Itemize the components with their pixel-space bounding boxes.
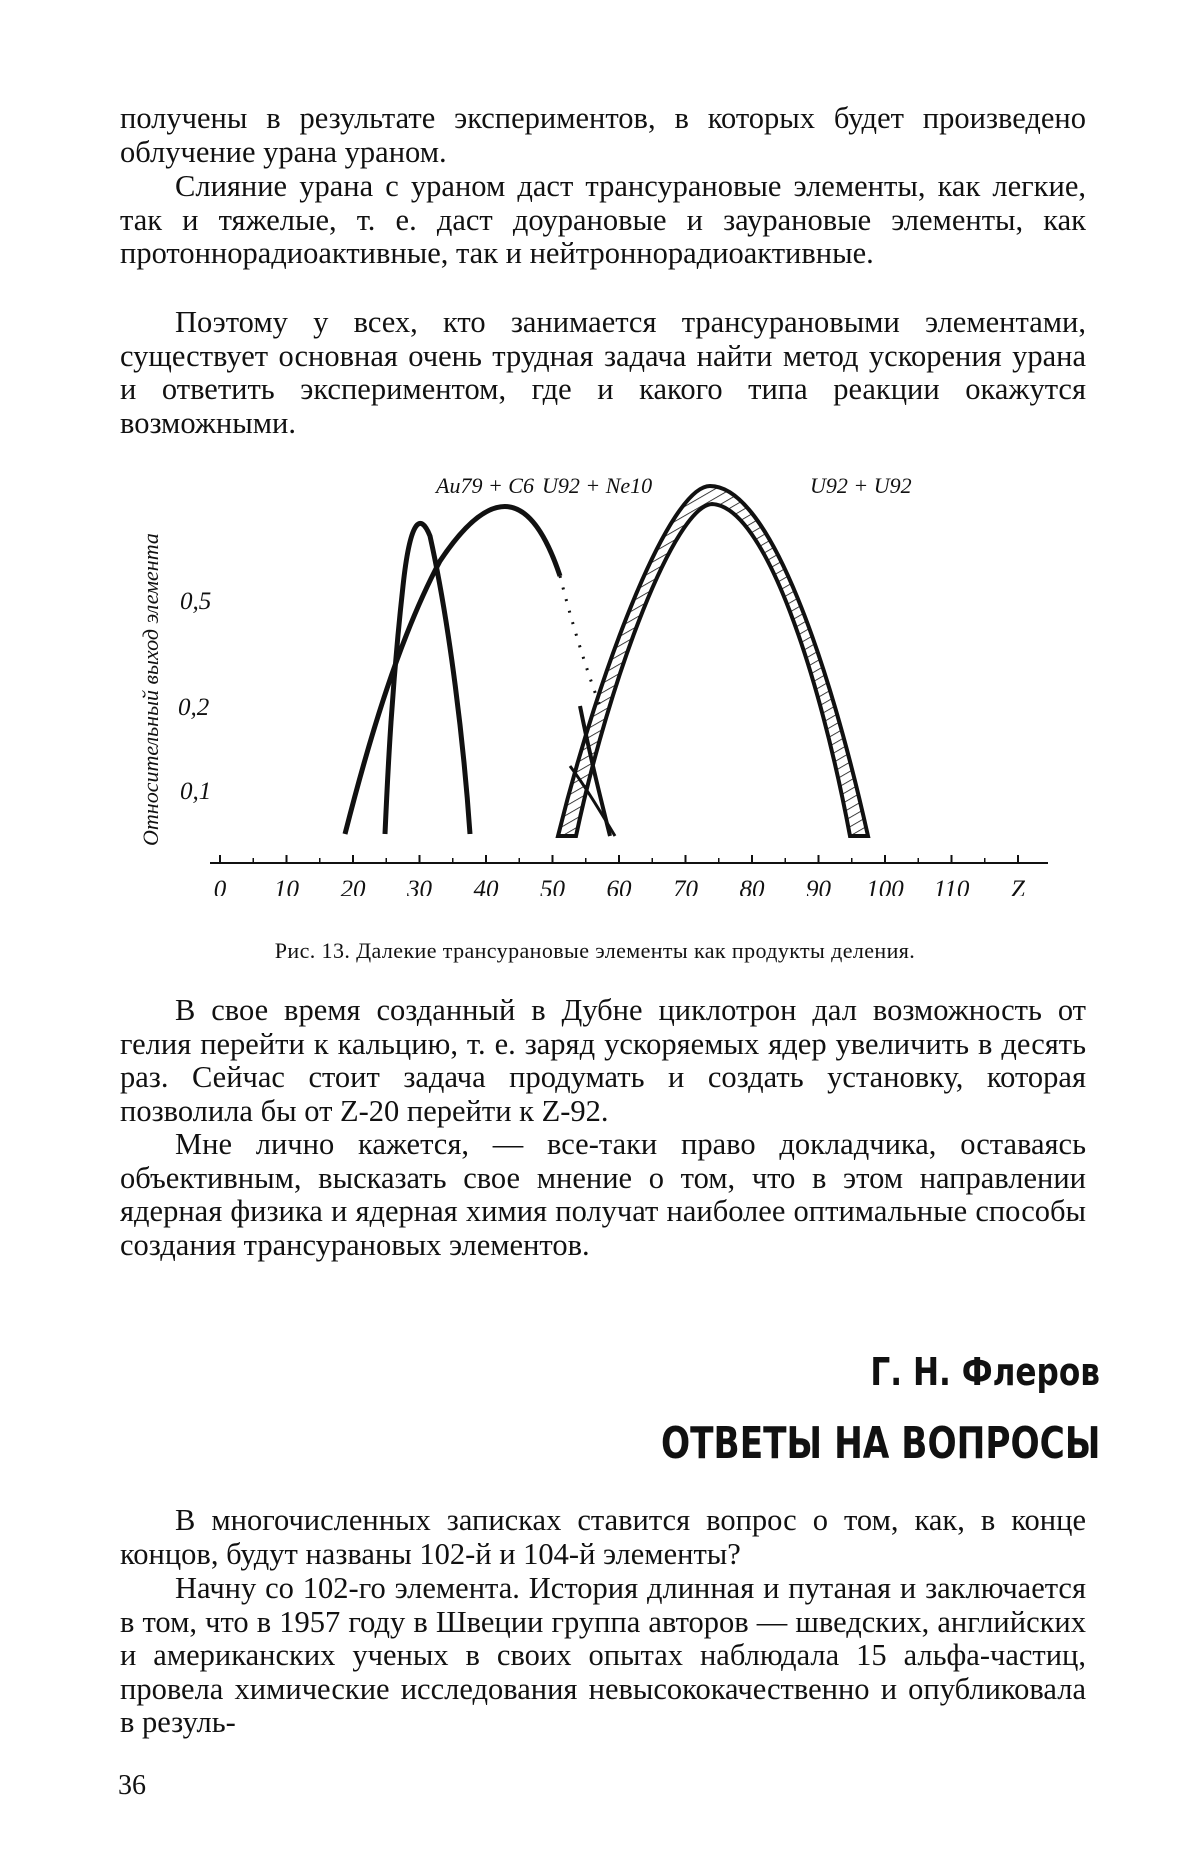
paragraph-fusion: Слияние урана с ураном даст трансурановые элементы, как легкие, так и тяжелые, т. е. даст доурановые и заурановые элементы, как протоннорадиоактивные, так и нейтроннорадиоактивные.: [120, 169, 1086, 271]
x-tick-label: 0: [213, 876, 227, 896]
x-tick-label: 30: [407, 876, 432, 896]
series-label-u-ne: U92 + Ne10: [542, 473, 653, 498]
series-label-u-u: U92 + U92: [810, 473, 912, 498]
x-axis-ticks: [220, 855, 1018, 863]
curve-u-u-band: [558, 486, 868, 836]
paragraph-history: Начну со 102-го элемента. История длинная и путаная и заключается в том, что в 1957 году в Швеции группа авторов — шведских, английских и американских ученых в своих опытах наблюдала 15 альфа-частиц, провела химические исследования невысококачественно и опубликовала в резуль-: [120, 1571, 1086, 1740]
y-tick-0-1: 0,1: [180, 778, 212, 805]
x-tick-label: 100: [866, 876, 904, 896]
y-tick-0-2: 0,2: [178, 694, 210, 721]
paragraph-continuation: получены в результате экспериментов, в которых будет произведено облучение урана ураном.: [120, 101, 1086, 169]
section-heading: ОТВЕТЫ НА ВОПРОСЫ: [660, 1418, 1100, 1469]
author-name: Г. Н. Флеров: [870, 1350, 1100, 1394]
x-tick-label: 70: [673, 876, 698, 896]
curve-au-c: [385, 523, 470, 834]
figure-caption: Рис. 13. Далекие трансурановые элементы как продукты деления.: [274, 938, 916, 963]
y-axis-label: Относительный выход элемента: [138, 533, 163, 846]
yield-chart: [130, 466, 1060, 896]
x-tick-label: 60: [606, 876, 632, 896]
x-tick-label: 90: [806, 876, 831, 896]
curve-u-ne-dotted: [560, 576, 600, 706]
paragraph-question: В многочисленных записках ставится вопрос о том, как, в конце концов, будут названы 102-й и 104-й элементы?: [120, 1503, 1086, 1571]
x-axis-tick-labels: [214, 876, 1026, 896]
figure-13: [130, 466, 1060, 963]
paragraph-opinion: Мне лично кажется, — все-таки право докладчика, оставаясь объективным, высказать свое мнение о том, что в этом направлении ядерная физика и ядерная химия получат наиболее оптимальные способы создания трансурановых элементов.: [120, 1127, 1086, 1262]
page-number: 36: [118, 1770, 146, 1801]
x-tick-label: 20: [340, 876, 366, 896]
x-tick-label: 80: [739, 876, 765, 896]
x-tick-label: 50: [540, 876, 565, 896]
y-tick-0-5: 0,5: [180, 588, 212, 615]
x-tick-label: 40: [473, 876, 499, 896]
paragraph-task: Поэтому у всех, кто занимается трансурановыми элементами, существует основная очень трудная задача найти метод ускорения урана и ответить экспериментом, где и какого типа реакции окажутся возможными.: [120, 305, 1086, 440]
x-tick-label: 10: [274, 876, 299, 896]
x-tick-label: Z: [1011, 876, 1025, 896]
series-label-au-c: Au79 + C6: [436, 473, 534, 498]
x-tick-label: 110: [933, 876, 970, 896]
paragraph-dubna: В свое время созданный в Дубне циклотрон дал возможность от гелия перейти к кальцию, т. е. заряд ускоряемых ядер увеличить в десять раз. Сейчас стоит задача продумать и создать установку, которая позволила бы от Z-20 перейти к Z-92.: [120, 993, 1086, 1128]
